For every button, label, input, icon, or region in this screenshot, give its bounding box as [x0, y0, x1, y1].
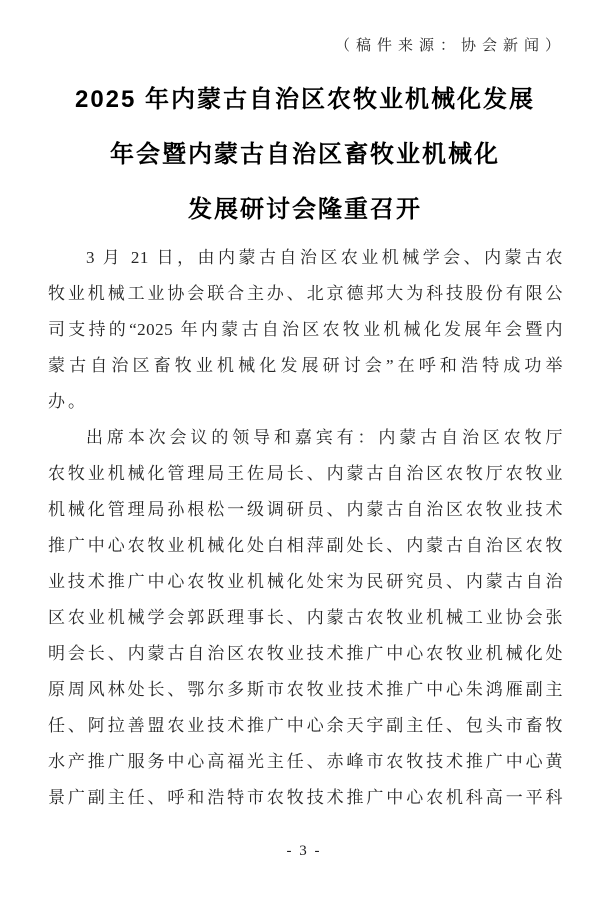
source-note: （稿件来源：协会新闻）: [334, 38, 566, 54]
text-line: 原周风林处长、鄂尔多斯市农牧业技术推广中心朱鸿雁副主: [48, 680, 563, 699]
article-title: [36, 72, 574, 237]
article-body: [48, 240, 563, 816]
text-line: 牧业机械工业协会联合主办、北京德邦大为科技股份有限公: [48, 284, 563, 303]
text-line: 3 月 21 日，由内蒙古自治区农业机械学会、内蒙古农: [86, 248, 563, 267]
text-line: 司支持的“2025 年内蒙古自治区农牧业机械化发展年会暨内: [48, 320, 563, 339]
text-line: 农牧业机械化管理局王佐局长、内蒙古自治区农牧厅农牧业: [48, 464, 563, 483]
page-number: - 3 -: [286, 843, 322, 859]
title-line: 发展研讨会隆重召开: [188, 196, 422, 223]
text-line: 蒙古自治区畜牧业机械化发展研讨会”在呼和浩特成功举: [48, 356, 563, 375]
text-line: 区农业机械学会郭跃理事长、内蒙古农牧业机械工业协会张: [48, 608, 563, 627]
paragraph: [48, 420, 563, 816]
paragraph: [48, 240, 563, 420]
text-line: 业技术推广中心农牧业机械化处宋为民研究员、内蒙古自治: [48, 572, 563, 591]
text-line: 任、阿拉善盟农业技术推广中心余天宇副主任、包头市畜牧: [48, 716, 563, 735]
title-line: 2025 年内蒙古自治区农牧业机械化发展: [74, 86, 536, 113]
text-line: 景广副主任、呼和浩特市农牧技术推广中心农机科高一平科: [48, 788, 563, 807]
text-line: 明会长、内蒙古自治区农牧业技术推广中心农牧业机械化处: [48, 644, 563, 663]
text-line: 机械化管理局孙根松一级调研员、内蒙古自治区农牧业技术: [48, 500, 563, 519]
text-line: 办。: [48, 392, 88, 411]
title-line: 年会暨内蒙古自治区畜牧业机械化: [110, 141, 500, 168]
text-line: 推广中心农牧业机械化处白相萍副处长、内蒙古自治区农牧: [48, 536, 563, 555]
text-line: 水产推广服务中心高福光主任、赤峰市农牧技术推广中心黄: [48, 752, 563, 771]
text-line: 出席本次会议的领导和嘉宾有：内蒙古自治区农牧厅: [86, 428, 563, 447]
